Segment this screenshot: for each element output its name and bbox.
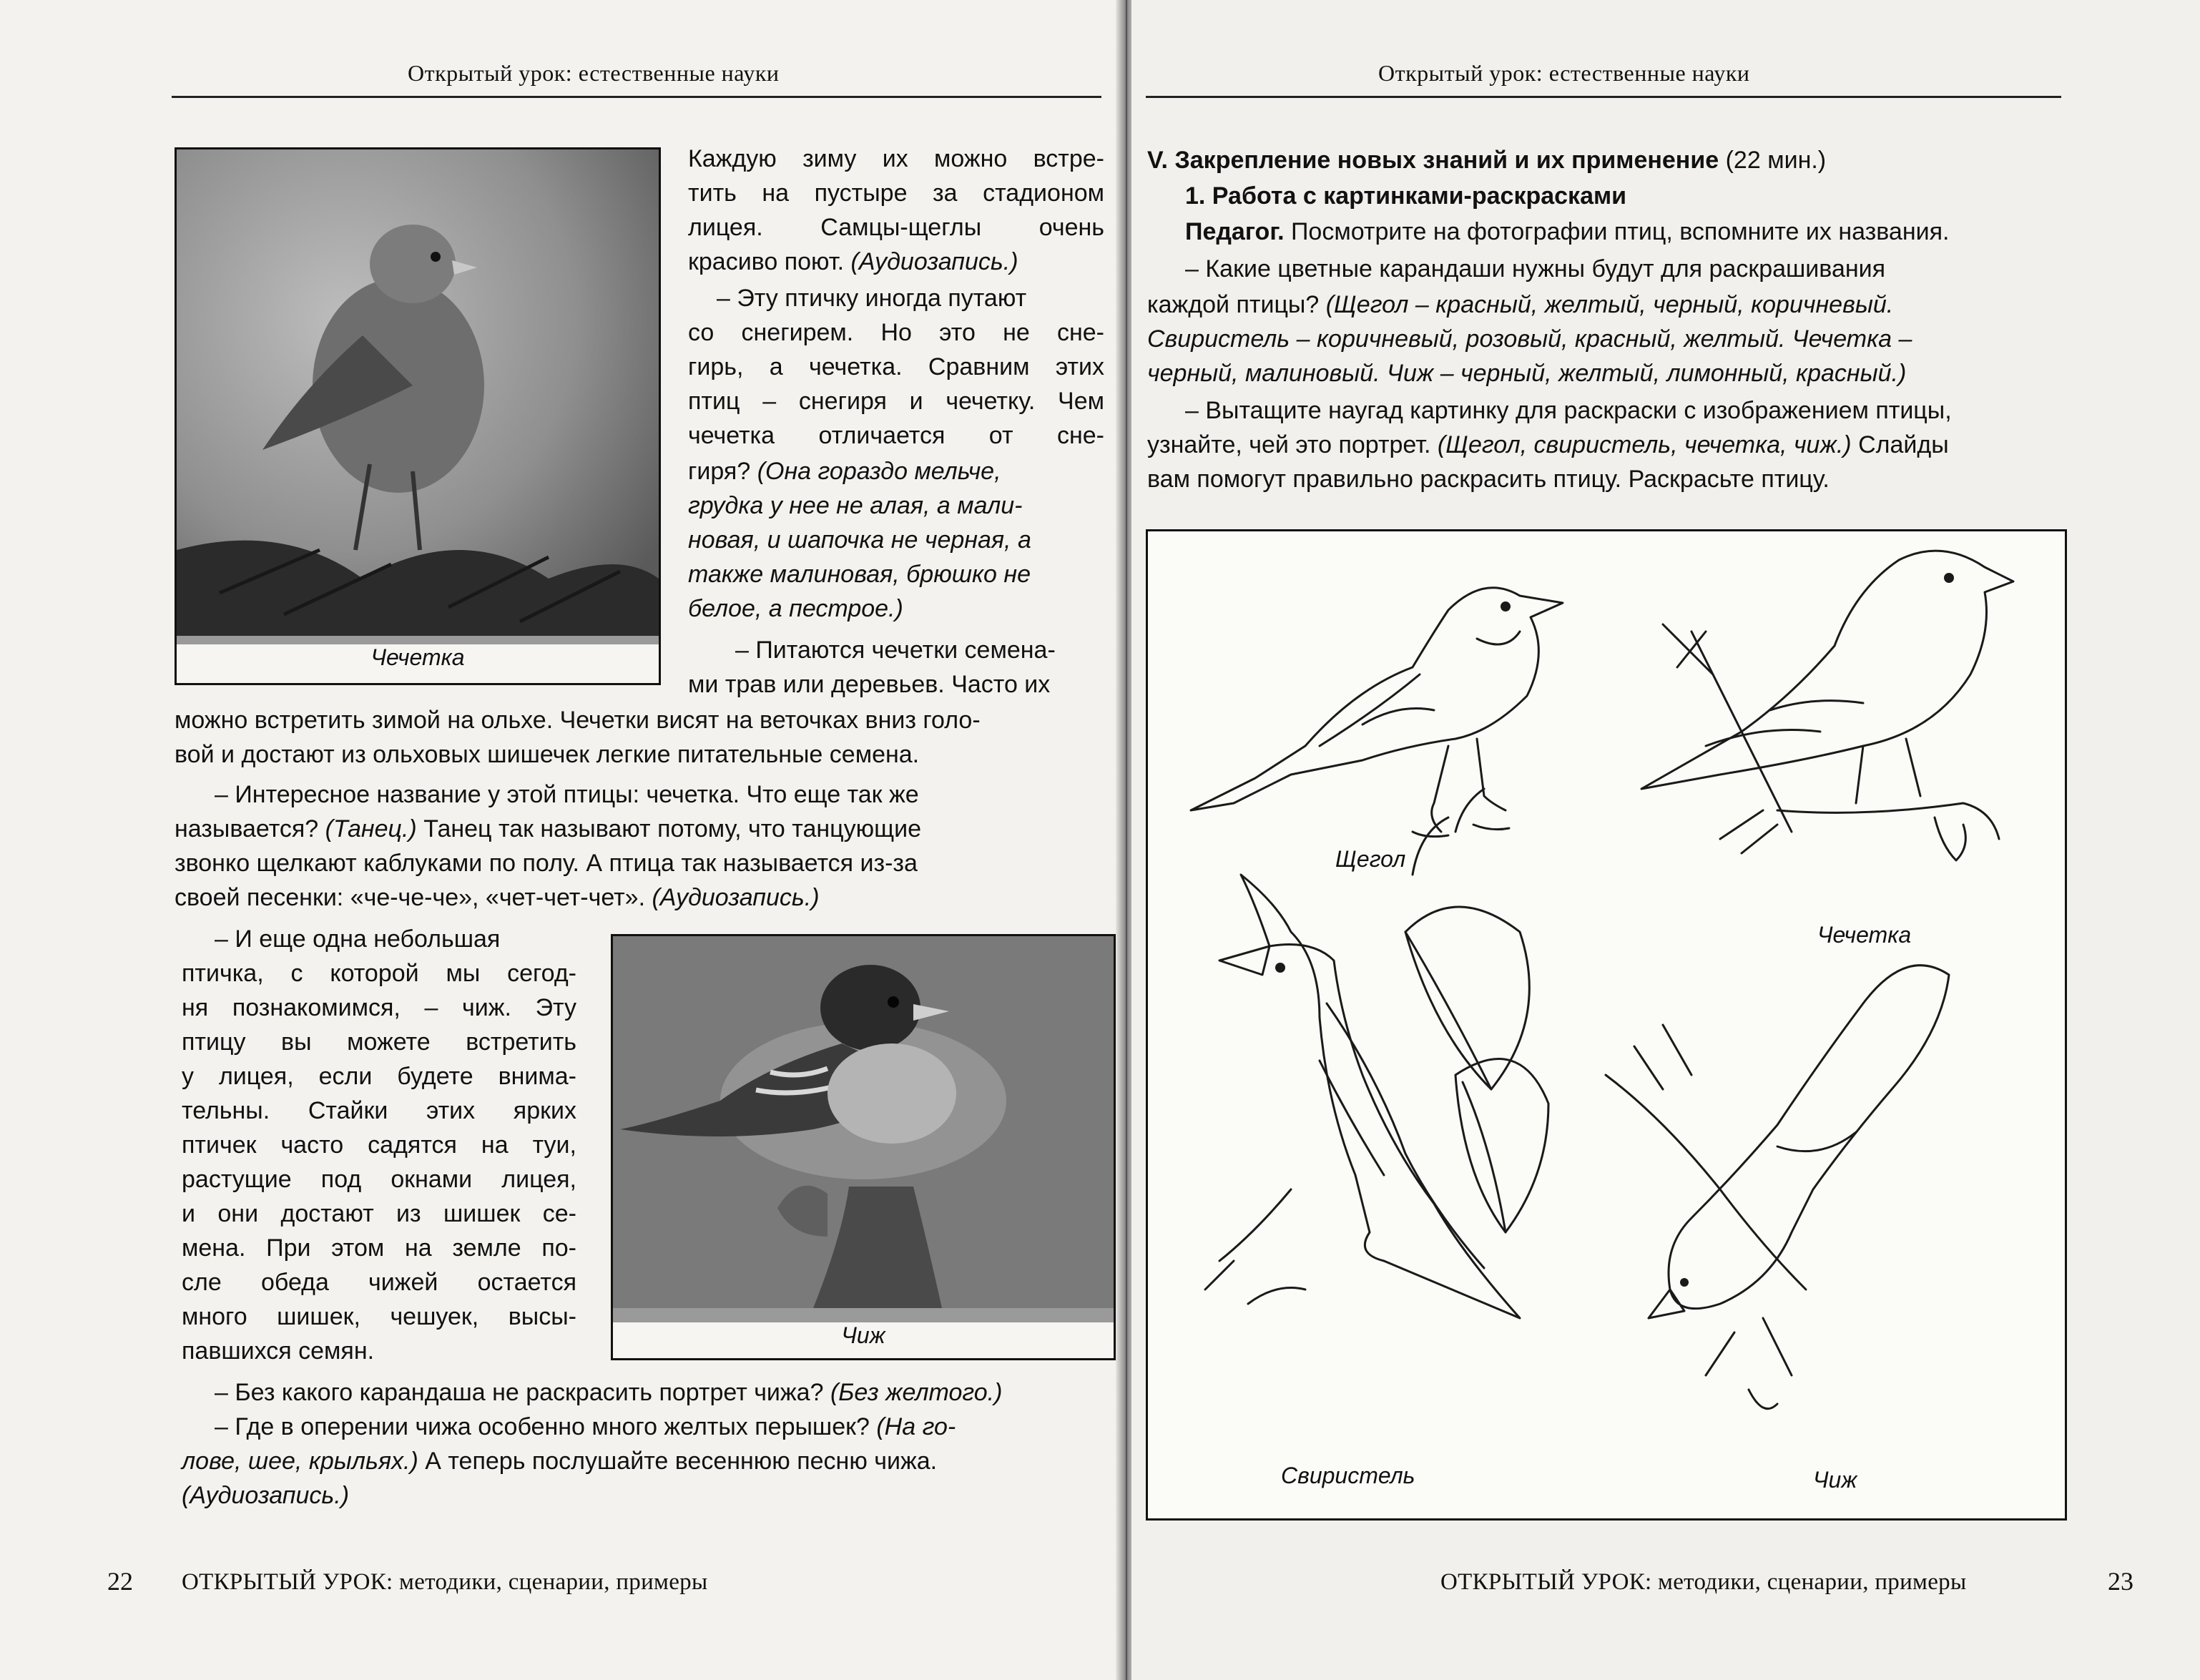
text-line: и они достают из шишек се- xyxy=(182,1200,576,1227)
text-line: ня познакомимся, – чиж. Эту xyxy=(182,994,576,1021)
fig-caption-redpoll: Чечетка xyxy=(1817,922,1912,948)
text-line: – Эту птичку иногда путают xyxy=(717,285,1027,312)
text-line: вам помогут правильно раскрасить птицу. Раскрасьте птицу. xyxy=(1147,466,1830,493)
header-rule-left xyxy=(172,96,1101,98)
goldfinch-drawing xyxy=(1191,588,1563,837)
text-line: ми трав или деревьев. Часто их xyxy=(688,671,1051,698)
text-line: – Где в оперении чижа особенно много желтых перышек? (На го- xyxy=(215,1413,956,1440)
photo-redpoll xyxy=(175,147,661,685)
text-line: красиво поют. (Аудиозапись.) xyxy=(688,248,1018,275)
text-line: у лицея, если будете внима- xyxy=(182,1063,576,1090)
text-line: лове, шее, крыльях.) А теперь послушайте весеннюю песню чижа. xyxy=(182,1448,938,1475)
text-line: звонко щелкают каблуками по полу. А птица так называется из-за xyxy=(175,850,918,877)
text-line: – Интересное название у этой птицы: чечетка. Что еще так же xyxy=(215,781,919,808)
text-line: птичек часто садятся на туи, xyxy=(182,1131,576,1159)
siskin-photo-image xyxy=(613,936,1114,1308)
text-line: гиря? (Она гораздо мельче, xyxy=(688,458,1001,485)
text-line: также малиновая, брюшко не xyxy=(688,561,1031,588)
leaves-drawing xyxy=(1405,789,1548,1232)
header-rule-right xyxy=(1146,96,2061,98)
text-line: чечетка отличается от сне- xyxy=(688,422,1104,449)
text-line: – Какие цветные карандаши нужны будут для раскрашивания xyxy=(1185,255,1886,283)
text-line: своей песенки: «че-че-че», «чет-чет-чет». (Аудиозапись.) xyxy=(175,884,820,911)
text-line: птичка, с которой мы сегод- xyxy=(182,960,576,987)
text-line: каждой птицы? (Щегол – красный, желтый, черный, коричневый. xyxy=(1147,291,1894,318)
waxwing-drawing xyxy=(1205,875,1520,1318)
photo-siskin xyxy=(611,934,1116,1360)
text-line: можно встретить зимой на ольхе. Чечетки висят на веточках вниз голо- xyxy=(175,707,981,734)
redpoll-photo-image xyxy=(177,149,659,636)
text-line: тельны. Стайки этих ярких xyxy=(182,1097,576,1124)
fig-caption-goldfinch: Щегол xyxy=(1335,846,1406,872)
text-line: мена. При этом на земле по- xyxy=(182,1234,576,1262)
text-line: – Без какого карандаша не раскрасить портрет чижа? (Без желтого.) xyxy=(215,1379,1003,1406)
subsection-heading: 1. Работа с картинками-раскрасками xyxy=(1185,182,1627,210)
bird-line-drawings xyxy=(1148,531,2065,1518)
text-line: белое, а пестрое.) xyxy=(688,595,903,622)
text-line: павшихся семян. xyxy=(182,1337,375,1365)
text-line: новая, и шапочка не черная, а xyxy=(688,526,1031,554)
text-line: – И еще одна небольшая xyxy=(215,925,501,953)
text-line: Каждую зиму их можно встре- xyxy=(688,145,1104,172)
text-line: – Вытащите наугад картинку для раскраски с изображением птицы, xyxy=(1185,397,1952,424)
page-number-right: 23 xyxy=(2108,1567,2133,1596)
text-line: называется? (Танец.) Танец так называют потому, что танцующие xyxy=(175,815,921,843)
text-line: вой и достают из ольховых шишечек легкие питательные семена. xyxy=(175,741,920,768)
text-line: гирь, а чечетка. Сравним этих xyxy=(688,353,1104,380)
text-line: растущие под окнами лицея, xyxy=(182,1166,576,1193)
fig-caption-siskin: Чиж xyxy=(1813,1467,1857,1493)
text-line: черный, малиновый. Чиж – черный, желтый, лимонный, красный.) xyxy=(1147,360,1907,387)
text-line: сле обеда чижей остается xyxy=(182,1269,576,1296)
text-line: грудка у нее не алая, а мали- xyxy=(688,492,1023,519)
section-heading: V. Закрепление новых знаний и их применение (22 мин.) xyxy=(1147,147,1827,174)
text-line: птиц – снегиря и чечетку. Чем xyxy=(688,388,1104,415)
text-line: – Питаются чечетки семена- xyxy=(735,637,1056,664)
footer-left: ОТКРЫТЫЙ УРОК: методики, сценарии, примеры xyxy=(182,1569,708,1595)
text-line: тить на пустыре за стадионом xyxy=(688,180,1104,207)
text-line: со снегирем. Но это не сне- xyxy=(688,319,1104,346)
text-line: (Аудиозапись.) xyxy=(182,1482,350,1509)
right-page xyxy=(1131,0,2200,1680)
running-head-left: Открытый урок: естественные науки xyxy=(408,60,780,86)
running-head-right: Открытый урок: естественные науки xyxy=(1378,60,1750,86)
footer-right: ОТКРЫТЫЙ УРОК: методики, сценарии, примеры xyxy=(1440,1569,1967,1595)
text-line: много шишек, чешуек, высы- xyxy=(182,1303,576,1330)
coloring-figures-box xyxy=(1146,529,2067,1521)
fig-caption-waxwing: Свиристель xyxy=(1281,1463,1415,1488)
text-line: Свиристель – коричневый, розовый, красный, желтый. Чечетка – xyxy=(1147,325,1912,353)
text-line: птицу вы можете встретить xyxy=(182,1028,576,1056)
text-line: лицея. Самцы-щеглы очень xyxy=(688,214,1104,241)
photo-caption-redpoll: Чечетка xyxy=(177,644,659,685)
text-line: Педагог. Посмотрите на фотографии птиц, вспомните их названия. xyxy=(1185,218,1950,245)
photo-caption-siskin: Чиж xyxy=(613,1322,1114,1358)
siskin-drawing xyxy=(1606,966,1949,1409)
page-number-left: 22 xyxy=(107,1567,133,1596)
redpoll-drawing xyxy=(1641,551,2013,860)
text-line: узнайте, чей это портрет. (Щегол, свиристель, чечетка, чиж.) Слайды xyxy=(1147,431,1949,458)
